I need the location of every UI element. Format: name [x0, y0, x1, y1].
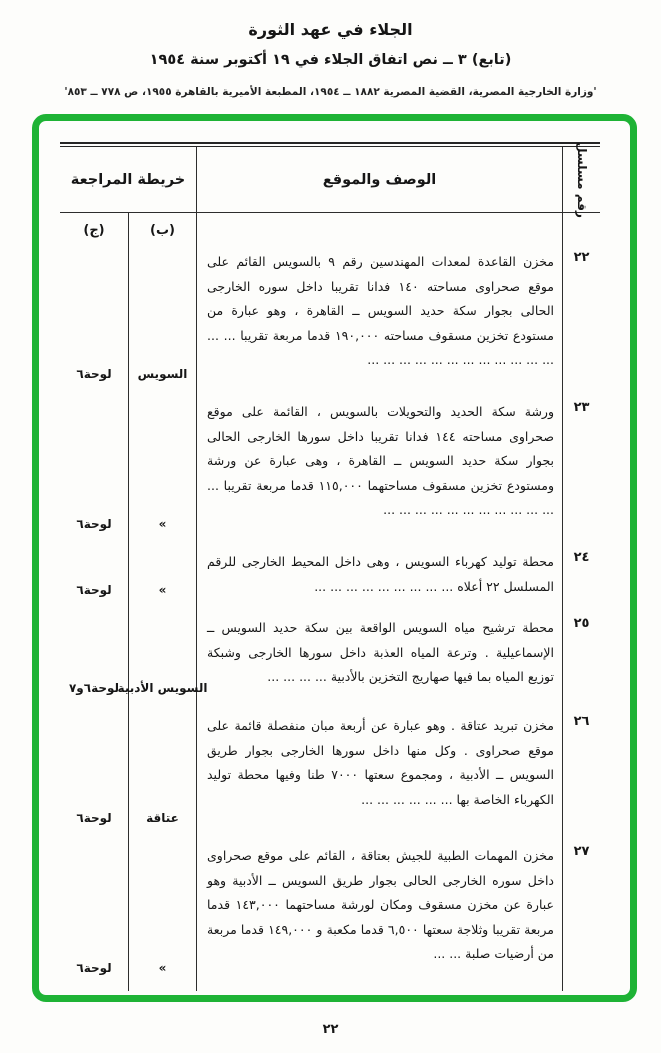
- table-body: [60, 247, 600, 991]
- row-map-b-value: السويس: [137, 367, 188, 381]
- row-description-cell: [196, 547, 562, 613]
- serial-column-header-label: رقم مسلسل: [574, 141, 589, 218]
- row-description-text: مخزن تبريد عتاقة . وهو عبارة عن أربعة مبان منفصلة قائمة على موقع صحراوى . وكل منها داخل سورها الخارجى بجوار طريق السويس ــ الأدبية ، ومجموع سعتها ٧٠٠٠ طنا وفيها محطة توليد الكهرباء الخاصة بها ... ... ... ... ... ...: [207, 718, 554, 807]
- row-map-b-value: »: [158, 517, 167, 531]
- row-map-b-cell: [128, 547, 196, 613]
- row-description-cell: [196, 397, 562, 547]
- row-description-text: مخزن القاعدة لمعدات المهندسين رقم ٩ بالسويس القائم على موقع صحراوى مساحته ١٤٠ فدانا تقريبا داخل سوره الخارجى الحالى بجوار سكة حديد السويس ــ القاهرة ، وهو عبارة من مستودع تخزين مسقوف مساحته ١٩٠,٠٠٠ قدما مربعة تقريبا ... ... ... ... ... ... ... ... ... ... ... ... ... ...: [207, 254, 555, 367]
- row-map-j-cell: [60, 547, 128, 613]
- row-description-text: مخزن المهمات الطبية للجيش بعتاقة ، القائم على موقع صحراوى داخل سوره الخارجى الحالى بجوار طريق السويس ــ الأدبية وهو عبارة عن مخزن مسقوف ومكان لورشة مساحتهما ١٤٣,٠٠٠ قدما مربعة تقريبا وثلاجة سعتها ٦,٥٠٠ قدما مكعبة و ١٤٩,٠٠٠ قدما مربعة من أرضيات صلبة ... ...: [207, 848, 555, 961]
- map-subcolumn-b-header: (ب): [128, 213, 196, 247]
- row-map-b-value: »: [158, 961, 167, 975]
- row-map-b-cell: [128, 711, 196, 841]
- table-row: [60, 613, 600, 711]
- row-map-j-value: لوحة٦: [76, 811, 112, 825]
- table-row: [60, 547, 600, 613]
- row-map-j-cell: [60, 841, 128, 991]
- sites-table: [60, 142, 600, 991]
- row-description-cell: [196, 841, 562, 991]
- document-subtitle: (تابع) ٣ ــ نص اتفاق الجلاء في ١٩ أكتوبر سنة ١٩٥٤: [149, 52, 512, 68]
- row-map-j-value: لوحة٦و٧: [68, 681, 120, 695]
- row-map-b-cell: [128, 397, 196, 547]
- row-map-b-value: »: [158, 583, 167, 597]
- row-description-cell: [196, 247, 562, 397]
- row-map-j-value: لوحة٦: [76, 517, 112, 531]
- row-description-cell: [196, 711, 562, 841]
- row-map-b-cell: [117, 613, 208, 711]
- row-map-b-value: عتاقة: [146, 811, 179, 825]
- table-subheader-row: [60, 213, 600, 247]
- map-subcolumn-j-header: (ج): [83, 222, 105, 238]
- row-description-text: محطة توليد كهرباء السويس ، وهى داخل المحيط الخارجى للرقم المسلسل ٢٢ أعلاه ... ... ... ... ... ... ... ... ...: [207, 554, 554, 594]
- row-map-j-cell: [60, 397, 128, 547]
- row-serial-number: ٢٦: [562, 711, 600, 841]
- row-serial-number: ٢٥: [562, 613, 600, 711]
- table-row: [60, 711, 600, 841]
- table-row: [60, 397, 600, 547]
- page-number: ٢٢: [322, 1022, 339, 1037]
- row-map-b-cell: [128, 841, 196, 991]
- description-column-header: الوصف والموقع: [196, 147, 562, 213]
- table-header-row: [60, 141, 600, 218]
- review-map-column-header: خريطة المراجعة: [60, 147, 196, 213]
- row-map-j-value: لوحة٦: [76, 583, 112, 597]
- row-serial-number: ٢٣: [562, 397, 600, 547]
- row-map-b-cell: [128, 247, 196, 397]
- description-subheader-spacer: [196, 213, 562, 247]
- green-highlight-rectangle: [32, 114, 637, 1002]
- row-serial-number: ٢٤: [562, 547, 600, 613]
- row-map-j-cell: [60, 711, 128, 841]
- row-map-j-cell: [60, 613, 128, 711]
- serial-subheader-spacer: [562, 213, 600, 247]
- table-row: [60, 841, 600, 991]
- document-title: الجلاء في عهد الثورة: [248, 20, 413, 39]
- row-description-text: محطة ترشيح مياه السويس الواقعة بين سكة حديد السويس ــ الإسماعيلية . وترعة المياه العذبة داخل سورها الخارجى وشبكة توزيع المياه بما فيها صهاريج التخزين بالأدبية ... ... ... ...: [207, 620, 554, 684]
- row-description-text: ورشة سكة الحديد والتحويلات بالسويس ، القائمة على موقع صحراوى مساحته ١٤٤ فدانا تقريبا داخل سورها الخارجى الحالى بجوار سكة حديد السويس ــ القاهرة ، وهى عبارة عن ورشة ومستودع تخزين مسقوف مساحتهما ١١٥,٠٠٠ قدما مربعة تقريبا ... ... ... ... ... ... ... ... ... ... ... ...: [207, 404, 554, 517]
- serial-column-header: [562, 141, 600, 218]
- row-map-b-value: السويس الأدبية: [117, 681, 208, 695]
- table-row: [60, 247, 600, 397]
- row-map-j-value: لوحة٦: [76, 961, 112, 975]
- document-source-citation: 'وزارة الخارجية المصرية، القضية المصرية ١٨٨٢ ــ ١٩٥٤، المطبعة الأميرية بالقاهرة ١٩٥٥، ص ٧٧٨ ــ ٨٥٣': [64, 86, 597, 98]
- row-map-j-value: لوحة٦: [76, 367, 112, 381]
- row-description-cell: [196, 613, 562, 711]
- row-serial-number: ٢٧: [562, 841, 600, 991]
- row-map-j-cell: [60, 247, 128, 397]
- row-serial-number: ٢٢: [562, 247, 600, 397]
